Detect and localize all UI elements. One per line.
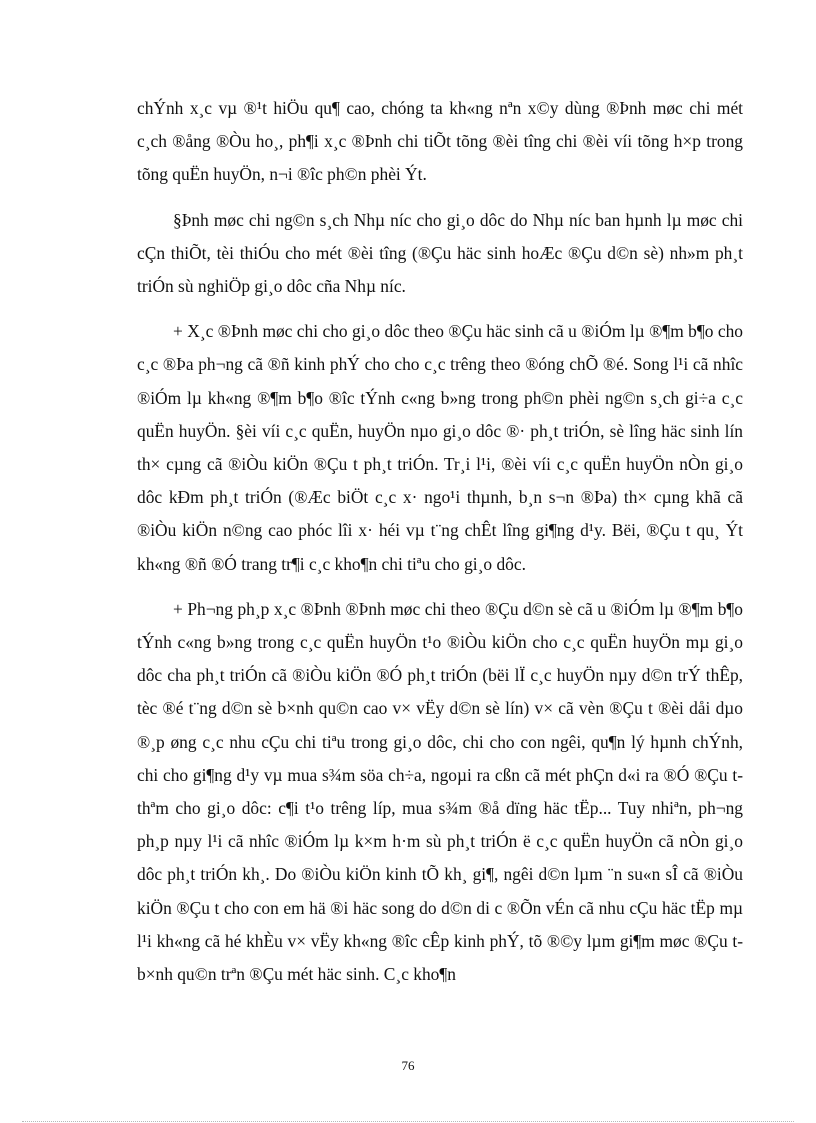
paragraph-continuation: chÝnh x¸c vµ ®¹t hiÖu qu¶ cao, chóng ta kh«ng nªn x©y dùng ®Þnh møc chi mét c¸ch ®ång ®Òu ho¸, ph¶i x¸c ®Þnh chi tiÕt tõng ®èi tîng chi ®èi víi tõng h×p trong tõng quËn huyÖn, n¬i ®îc ph©n phèi Ýt. (137, 98, 743, 185)
document-body (137, 92, 743, 1003)
paragraph-per-student-method: + X¸c ®Þnh møc chi cho gi¸o dôc theo ®Çu häc sinh cã u ®iÓm lµ ®¶m b¶o cho c¸c ®Þa ph¬ng cã ®ñ kinh phÝ cho cho c¸c trêng theo ®óng chÕ ®é. Song l¹i cã nhîc ®iÓm lµ kh«ng ®¶m b¶o ®îc tÝnh c«ng b»ng trong ph©n phèi ng©n s¸ch gi÷a c¸c quËn huyÖn. §èi víi c¸c quËn, huyÖn nµo gi¸o dôc ®· ph¸t triÓn, sè lîng häc sinh lín th× cµng cã ®iÒu kiÖn ®Çu t ph¸t triÓn. Tr¸i l¹i, ®èi víi c¸c quËn huyÖn nÒn gi¸o dôc kÐm ph¸t triÓn (®Æc biÖt c¸c x· ngo¹i thµnh, b¸n s¬n ®Þa) th× cµng khã cã ®iÒu kiÖn n©ng cao phóc lîi x· héi vµ t¨ng chÊt lîng gi¶ng d¹y. Bëi, ®Çu t qu¸ Ýt kh«ng ®ñ ®Ó trang tr¶i c¸c kho¶n chi tiªu cho gi¸o dôc. (137, 321, 743, 574)
footer-dotted-divider (22, 1121, 794, 1122)
paragraph-per-capita-method: + Ph¬ng ph¸p x¸c ®Þnh ®Þnh møc chi theo ®Çu d©n sè cã u ®iÓm lµ ®¶m b¶o tÝnh c«ng b»ng trong c¸c quËn huyÖn t¹o ®iÒu kiÖn cho c¸c quËn huyÖn mµ gi¸o dôc cha ph¸t triÓn cã ®iÒu kiÖn ®Ó ph¸t triÓn (bëi lÏ c¸c huyÖn nµy d©n trÝ thÊp, tèc ®é t¨ng d©n sè b×nh qu©n cao v× vËy d©n sè lín) v× cã vèn ®Çu t ®èi dåi dµo ®¸p øng c¸c nhu cÇu chi tiªu trong gi¸o dôc, chi cho con ngêi, qu¶n lý hµnh chÝnh, chi cho gi¶ng d¹y vµ mua s¾m söa ch÷a, ngoµi ra cßn cã mét phÇn d«i ra ®Ó ®Çu t thªm cho gi¸o dôc: c¶i t¹o trêng líp, mua s¾m ®å dïng häc tËp... Tuy nhiªn, ph¬ng ph¸p nµy l¹i cã nhîc ®iÓm lµ k×m h·m sù ph¸t triÓn ë c¸c quËn huyÖn cã nÒn gi¸o dôc ph¸t triÓn kh¸. Do ®iÒu kiÖn kinh tÕ kh¸ gi¶, ngêi d©n lµm ¨n su«n sÎ cã ®iÒu kiÖn ®Çu t cho con em hä ®i häc song do d©n di c ®Õn vÉn cã nhu cÇu häc tËp mµ l¹i kh«ng cã hé khÈu v× vËy kh«ng ®îc cÊp kinh phÝ, tõ ®©y lµm gi¶m møc ®Çu t b×nh qu©n trªn ®Çu mét häc sinh. C¸c kho¶n (137, 598, 743, 985)
paragraph-budget-norm-definition: §Þnh møc chi ng©n s¸ch Nhµ níc cho gi¸o dôc do Nhµ níc ban hµnh lµ møc chi cÇn thiÕt, tèi thiÓu cho mét ®èi tîng (®Çu häc sinh hoÆc ®Çu d©n sè) nh»m ph¸t triÓn sù nghiÖp gi¸o dôc cña Nhµ níc. (137, 209, 743, 297)
page-number: 76 (401, 1058, 415, 1073)
